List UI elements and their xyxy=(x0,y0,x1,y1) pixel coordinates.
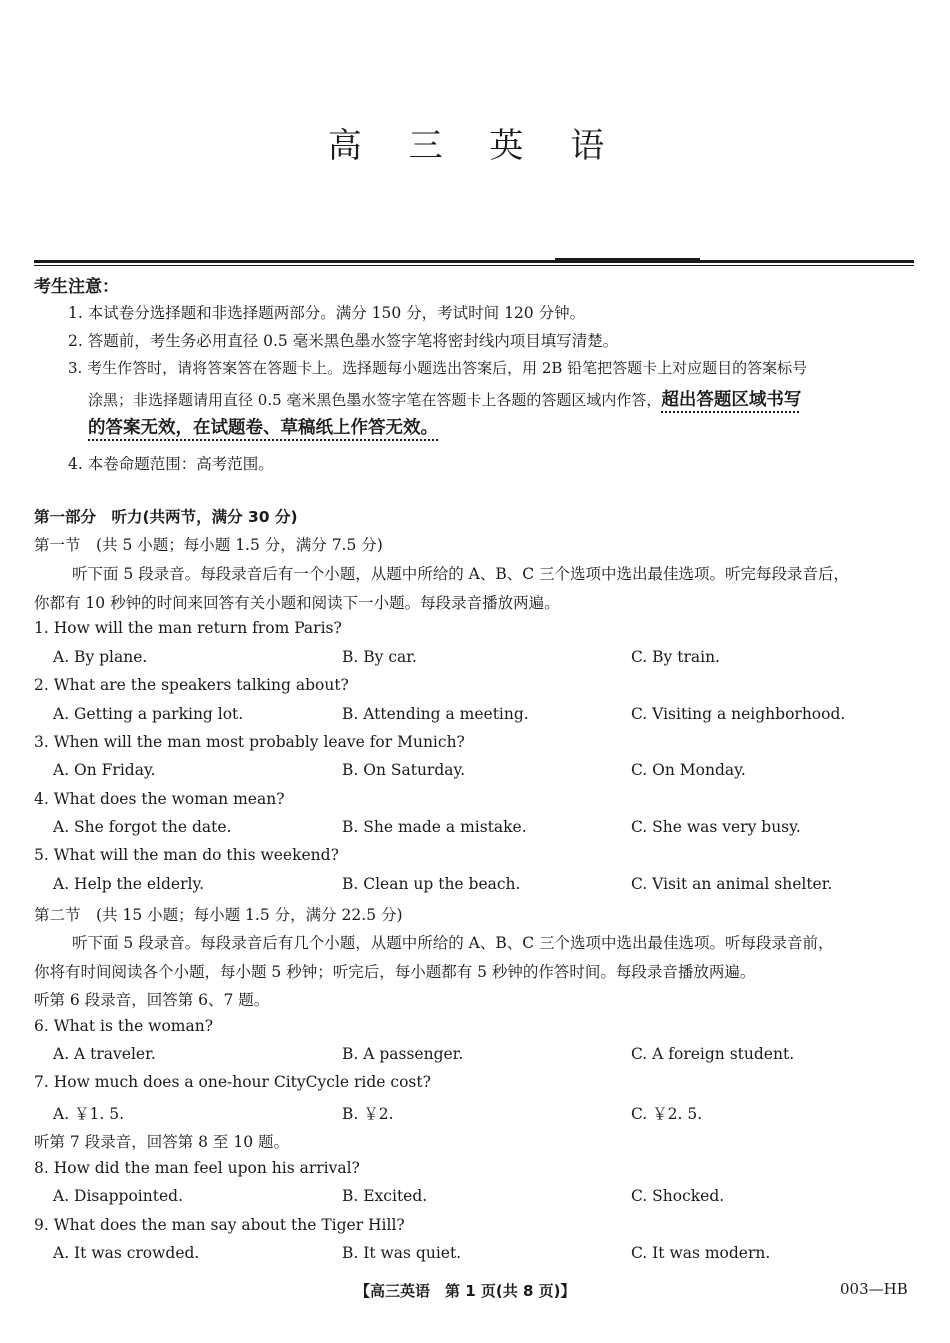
question-9: 9. What does the man say about the Tiger Hill? xyxy=(34,1216,405,1234)
option-2a: A. Getting a parking lot. xyxy=(53,705,244,723)
option-1a: A. By plane. xyxy=(53,648,148,666)
notice-heading: 考生注意： xyxy=(34,277,119,297)
notice-item-3-line-2 xyxy=(88,386,801,411)
part1-heading: 第一部分 听力(共两节，满分 30 分) xyxy=(34,508,298,526)
option-7b: B. ￥2. xyxy=(342,1105,394,1123)
notice-item-2: 2. 答题前，考生务必用直径 0.5 毫米黑色墨水签字笔将密封线内项目填写清楚。 xyxy=(68,332,619,350)
question-8: 8. How did the man feel upon his arrival? xyxy=(34,1159,360,1177)
option-9b: B. It was quiet. xyxy=(342,1244,462,1262)
header-rule-thin xyxy=(34,265,914,266)
question-5: 5. What will the man do this weekend? xyxy=(34,846,339,864)
option-8a: A. Disappointed. xyxy=(53,1187,183,1205)
question-6: 6. What is the woman? xyxy=(34,1017,214,1035)
option-6b: B. A passenger. xyxy=(342,1045,464,1063)
option-3c: C. On Monday. xyxy=(631,761,746,779)
notice-item-3-line-1: 3. 考生作答时，请将答案答在答题卡上。选择题每小题选出答案后，用 2B 铅笔把答题卡上对应题目的答案标号 xyxy=(68,359,808,377)
option-4a: A. She forgot the date. xyxy=(53,818,232,836)
question-3: 3. When will the man most probably leave for Munich? xyxy=(34,733,465,751)
question-2: 2. What are the speakers talking about? xyxy=(34,676,349,694)
page-title: 高 三 英 语 xyxy=(327,126,623,166)
section2-instructions-2: 你将有时间阅读各个小题，每小题 5 秒钟；听完后，每小题都有 5 秒钟的作答时间。每段录音播放两遍。 xyxy=(34,963,756,981)
notice-item-1: 1. 本试卷分选择题和非选择题两部分。满分 150 分，考试时间 120 分钟。 xyxy=(68,304,586,322)
option-4b: B. She made a mistake. xyxy=(342,818,527,836)
option-5c: C. Visit an animal shelter. xyxy=(631,875,833,893)
option-1c: C. By train. xyxy=(631,648,720,666)
option-2b: B. Attending a meeting. xyxy=(342,705,529,723)
option-9c: C. It was modern. xyxy=(631,1244,771,1262)
section1-instructions-1: 听下面 5 段录音。每段录音后有一个小题，从题中所给的 A、B、C 三个选项中选出最佳选项。听完每段录音后， xyxy=(72,565,850,583)
notice-emphasis-1: 超出答题区域书写 xyxy=(661,390,802,410)
section2-instructions-1: 听下面 5 段录音。每段录音后有几个小题，从题中所给的 A、B、C 三个选项中选出最佳选项。听每段录音前， xyxy=(72,934,834,952)
option-5b: B. Clean up the beach. xyxy=(342,875,521,893)
question-7: 7. How much does a one-hour CityCycle ride cost? xyxy=(34,1073,431,1091)
notice-item-3-text: 涂黑；非选择题请用直径 0.5 毫米黑色墨水签字笔在答题卡上各题的答题区域内作答， xyxy=(88,391,662,409)
footer-page-label: 【高三英语 第 1 页(共 8 页)】 xyxy=(355,1282,576,1300)
group-7-heading: 听第 7 段录音，回答第 8 至 10 题。 xyxy=(34,1133,290,1151)
footer-code: 003—HB xyxy=(840,1280,908,1298)
option-3a: A. On Friday. xyxy=(53,761,156,779)
option-4c: C. She was very busy. xyxy=(631,818,801,836)
question-1: 1. How will the man return from Paris? xyxy=(34,619,342,637)
question-4: 4. What does the woman mean? xyxy=(34,790,285,808)
option-7c: C. ￥2. 5. xyxy=(631,1105,703,1123)
notice-item-4: 4. 本卷命题范围：高考范围。 xyxy=(68,455,274,473)
group-6-heading: 听第 6 段录音，回答第 6、7 题。 xyxy=(34,991,270,1009)
option-7a: A. ￥1. 5. xyxy=(53,1105,125,1123)
page-footer xyxy=(0,1280,950,1300)
option-3b: B. On Saturday. xyxy=(342,761,466,779)
option-1b: B. By car. xyxy=(342,648,417,666)
notice-emphasis-2: 的答案无效，在试题卷、草稿纸上作答无效。 xyxy=(88,418,438,438)
option-8c: C. Shocked. xyxy=(631,1187,725,1205)
option-6a: A. A traveler. xyxy=(53,1045,156,1063)
option-6c: C. A foreign student. xyxy=(631,1045,795,1063)
option-5a: A. Help the elderly. xyxy=(53,875,205,893)
option-8b: B. Excited. xyxy=(342,1187,428,1205)
section1-heading: 第一节 (共 5 小题；每小题 1.5 分，满分 7.5 分) xyxy=(34,536,383,554)
header-rule-accent xyxy=(555,258,700,260)
option-9a: A. It was crowded. xyxy=(53,1244,200,1262)
option-2c: C. Visiting a neighborhood. xyxy=(631,705,846,723)
section2-heading: 第二节 (共 15 小题；每小题 1.5 分，满分 22.5 分) xyxy=(34,906,403,924)
header-rule xyxy=(34,260,914,263)
section1-instructions-2: 你都有 10 秒钟的时间来回答有关小题和阅读下一小题。每段录音播放两遍。 xyxy=(34,594,560,612)
